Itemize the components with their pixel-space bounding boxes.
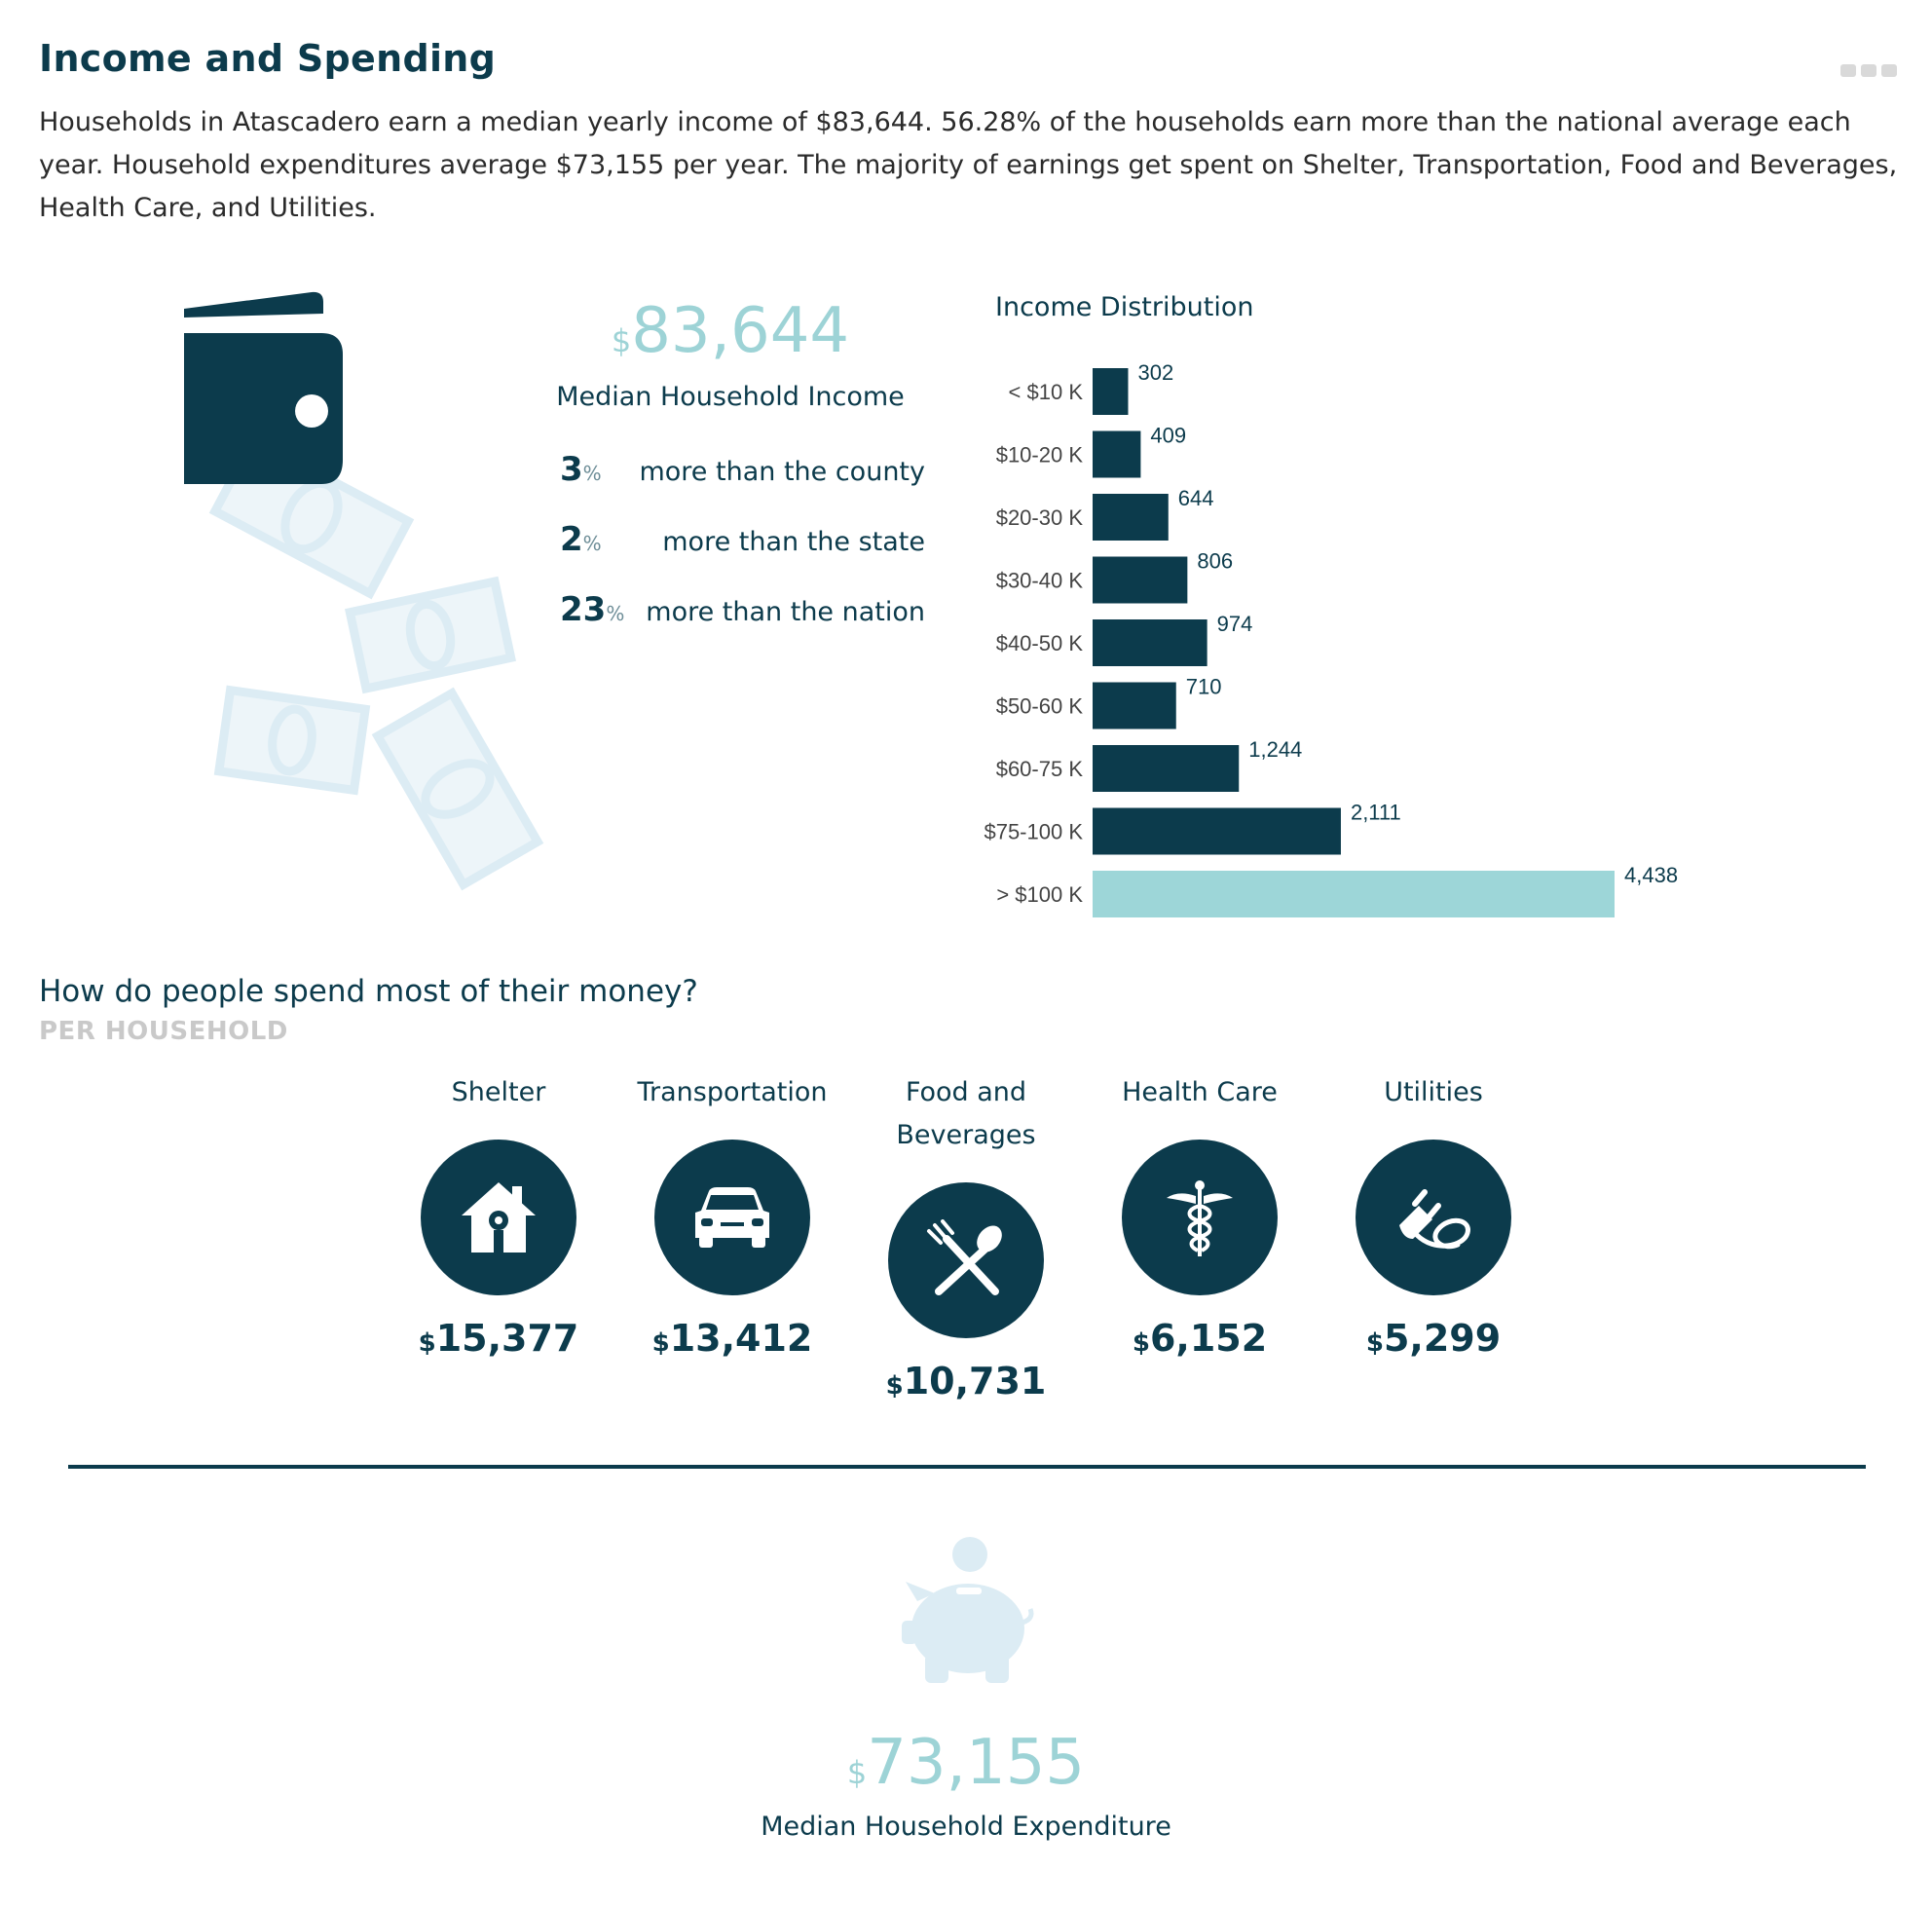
plug-icon xyxy=(1356,1140,1511,1295)
spending-utilities: Utilities $5,299 xyxy=(1321,1071,1545,1360)
category-label: < $10 K xyxy=(1008,380,1083,404)
spending-shelter: Shelter $15,377 xyxy=(418,1077,579,1360)
data-label: 806 xyxy=(1197,548,1234,574)
caduceus-icon xyxy=(1122,1140,1278,1295)
data-label: 2,111 xyxy=(1350,800,1401,825)
bar xyxy=(1093,808,1341,855)
income-distribution-chart xyxy=(964,360,1763,925)
median-income-label: Median Household Income xyxy=(556,382,905,412)
bar xyxy=(1093,557,1187,604)
spending-food: Food and Beverages $10,731 xyxy=(885,1077,1047,1402)
currency-symbol: $ xyxy=(846,1754,868,1791)
data-label: 4,438 xyxy=(1624,863,1679,887)
more-dots-icon[interactable] xyxy=(1840,64,1897,77)
wallet-icon xyxy=(184,292,343,484)
spending-question: How do people spend most of their money? xyxy=(39,974,698,1009)
data-label: 710 xyxy=(1185,674,1222,699)
currency-symbol: $ xyxy=(611,322,632,359)
comparison-state: 2% more than the state xyxy=(560,520,925,559)
page-title: Income and Spending xyxy=(39,37,497,80)
category-label: $30-40 K xyxy=(995,568,1083,593)
bar xyxy=(1093,683,1176,729)
data-label: 409 xyxy=(1150,423,1187,448)
house-icon xyxy=(421,1140,576,1295)
data-label: 1,244 xyxy=(1248,737,1303,762)
category-label: $50-60 K xyxy=(995,693,1083,719)
bar xyxy=(1093,368,1128,415)
category-label: > $100 K xyxy=(996,882,1083,907)
data-label: 974 xyxy=(1216,612,1253,636)
data-label: 302 xyxy=(1137,360,1174,385)
median-expenditure-value: $73,155 xyxy=(846,1727,1086,1799)
section-divider xyxy=(68,1465,1866,1469)
median-expenditure-label: Median Household Expenditure xyxy=(761,1812,1171,1842)
category-label: $60-75 K xyxy=(995,757,1083,781)
category-label: $75-100 K xyxy=(984,819,1083,844)
intro-paragraph: Households in Atascadero earn a median yearly income of $83,644. 56.28% of the households earn more than the national average each year. Household expenditures average $73,155 per year. The majority of earnings get spent on Shelter, Transportation, Food and Beverages, Health Care, and Utilities. xyxy=(39,107,1898,223)
comparison-county: 3% more than the county xyxy=(560,450,925,489)
bar xyxy=(1093,431,1140,478)
bar xyxy=(1093,494,1169,541)
median-income-value: $83,644 xyxy=(611,295,850,367)
data-label: 644 xyxy=(1177,486,1214,510)
bar xyxy=(1093,745,1239,792)
category-label: $20-30 K xyxy=(995,505,1083,530)
per-household-subtitle: PER HOUSEHOLD xyxy=(39,1017,288,1046)
piggy-bank-icon xyxy=(896,1531,1036,1691)
car-icon xyxy=(654,1140,810,1295)
fork-spoon-icon xyxy=(888,1182,1044,1338)
spending-transportation: Transportation $13,412 xyxy=(637,1077,828,1360)
bar xyxy=(1093,871,1615,917)
money-bill-icon xyxy=(215,439,538,885)
bar xyxy=(1093,619,1208,666)
category-label: $10-20 K xyxy=(995,442,1083,467)
wallet-illustration xyxy=(166,282,555,910)
spending-health-care: Health Care $6,152 xyxy=(1122,1077,1278,1360)
comparison-nation: 23% more than the nation xyxy=(560,590,925,629)
category-label: $40-50 K xyxy=(995,631,1083,655)
income-distribution-title: Income Distribution xyxy=(995,292,1254,322)
